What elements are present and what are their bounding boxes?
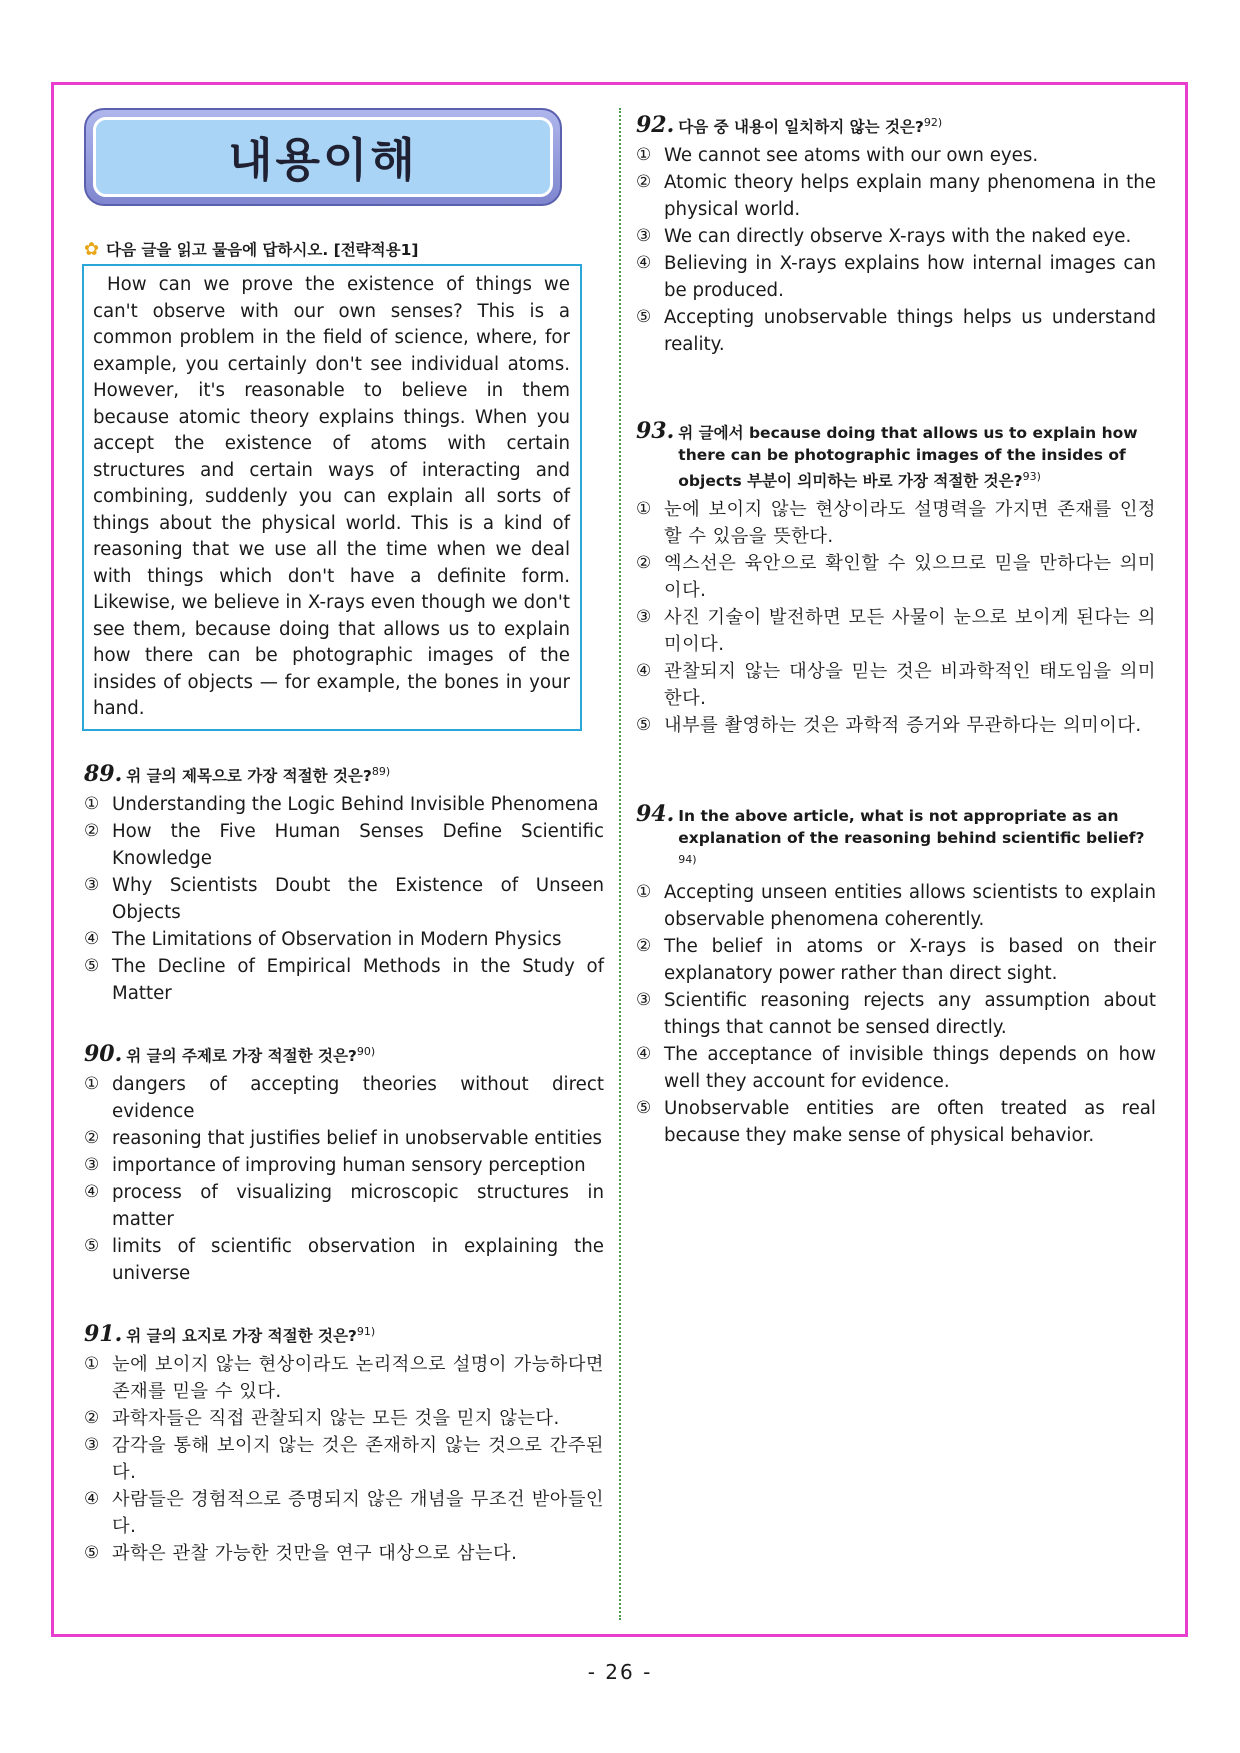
options	[636, 879, 1156, 1149]
instruction-text: 다음 글을 읽고 물음에 답하시오. [전략적용1]	[106, 241, 419, 259]
option-2[interactable]: ② 과학자들은 직접 관찰되지 않는 모든 것을 믿지 않는다.	[84, 1407, 560, 1429]
option-1[interactable]: ① 눈에 보이지 않는 현상이라도 설명력을 가지면 존재를 인정할 수 있음을 뜻한다.	[636, 499, 1156, 548]
option-2[interactable]: ② The belief in atoms or X-rays is based on their explanatory power rather than direct sight.	[636, 936, 1156, 985]
option-1[interactable]: ① Understanding the Logic Behind Invisible Phenomena	[84, 793, 599, 815]
option-2[interactable]: ② reasoning that justifies belief in unobservable entities	[84, 1127, 602, 1149]
option-5[interactable]: ⑤ 과학은 관찰 가능한 것만을 연구 대상으로 삼는다.	[84, 1542, 518, 1564]
option-3[interactable]: ③ 사진 기술이 발전하면 모든 사물이 눈으로 보이게 된다는 의미이다.	[636, 607, 1156, 656]
option-4[interactable]: ④ 사람들은 경험적으로 증명되지 않은 개념을 무조건 받아들인다.	[84, 1488, 604, 1537]
question-number: 90.	[84, 1040, 123, 1067]
question-93	[636, 420, 1156, 739]
option-1[interactable]: ① 눈에 보이지 않는 현상이라도 논리적으로 설명이 가능하다면 존재를 믿을 수 있다.	[84, 1353, 604, 1402]
option-3[interactable]: ③ importance of improving human sensory perception	[84, 1154, 586, 1176]
instruction	[84, 238, 604, 260]
option-5[interactable]: ⑤ Unobservable entities are often treated as real because they make sense of physical behavior.	[636, 1098, 1156, 1147]
question-text: In the above article, what is not appropriate as an explanation of the reasoning behind scientific belief?	[678, 807, 1145, 848]
footnote-ref: 92)	[923, 116, 943, 129]
footnote-ref: 91)	[356, 1324, 376, 1338]
options	[84, 1351, 604, 1567]
question-92	[636, 112, 1156, 358]
options	[84, 791, 604, 1007]
options	[636, 496, 1156, 739]
question-number: 94.	[636, 801, 675, 828]
question-number: 92.	[636, 112, 675, 139]
footnote-ref: 89)	[371, 764, 391, 778]
question-number: 89.	[84, 760, 123, 787]
question-number: 93.	[636, 418, 675, 445]
section-title: 내용이해	[228, 133, 418, 187]
right-column	[636, 112, 1156, 1149]
option-4[interactable]: ④ 관찰되지 않는 대상을 믿는 것은 비과학적인 태도임을 의미한다.	[636, 661, 1156, 710]
option-3[interactable]: ③ Scientific reasoning rejects any assumption about things that cannot be sensed directly.	[636, 990, 1156, 1039]
footnote-ref: 93)	[1022, 470, 1041, 484]
footnote-ref: 90)	[356, 1044, 376, 1058]
option-1[interactable]: ① dangers of accepting theories without direct evidence	[84, 1073, 604, 1122]
option-2[interactable]: ② How the Five Human Senses Define Scientific Knowledge	[84, 820, 604, 869]
option-5[interactable]: ⑤ The Decline of Empirical Methods in the Study of Matter	[84, 955, 604, 1004]
option-1[interactable]: ① We cannot see atoms with our own eyes.	[636, 145, 1039, 167]
option-2[interactable]: ② 엑스선은 육안으로 확인할 수 있으므로 믿을 만하다는 의미이다.	[636, 553, 1156, 602]
options	[84, 1071, 604, 1287]
question-text: 위 글의 주제로 가장 적절한 것은?	[126, 1046, 357, 1065]
question-text: 위 글에서 because doing that allows us to explain how there can be photographic images of the insides of objects 부분이 의미하는 바로 가장 적절한 것은?	[678, 424, 1138, 491]
reading-passage	[82, 264, 582, 731]
section-banner	[84, 108, 562, 206]
option-4[interactable]: ④ The Limitations of Observation in Modern Physics	[84, 928, 562, 950]
option-5[interactable]: ⑤ Accepting unobservable things helps us understand reality.	[636, 307, 1156, 356]
option-5[interactable]: ⑤ limits of scientific observation in explaining the universe	[84, 1235, 604, 1284]
passage-text: How can we prove the existence of things we can't observe with our own senses? This is a common problem in the field of science, where, for example, you certainly don't see individual atoms. However, it's reasonable to believe in them because atomic theory explains things. When you accept the existence of atoms with certain structures and certain ways of interacting and combining, suddenly you can explain all sorts of things about the physical world. This is a kind of reasoning that we use all the time when we deal with things which don't have a definite form. Likewise, we believe in X-rays even though we don't see them, because doing that allows us to explain how there can be photographic images of the insides of objects — for example, the bones in your hand.	[93, 274, 570, 719]
footnote-ref: 94)	[678, 853, 697, 867]
question-89	[84, 761, 604, 1007]
question-91	[84, 1321, 604, 1567]
option-3[interactable]: ③ Why Scientists Doubt the Existence of Unseen Objects	[84, 874, 604, 923]
left-column	[84, 108, 604, 1567]
option-3[interactable]: ③ 감각을 통해 보이지 않는 것은 존재하지 않는 것으로 간주된다.	[84, 1434, 604, 1483]
question-94	[636, 803, 1156, 1149]
page-number: - 26 -	[587, 1660, 653, 1684]
option-4[interactable]: ④ Believing in X-rays explains how internal images can be produced.	[636, 253, 1156, 302]
question-number: 91.	[84, 1320, 123, 1347]
option-1[interactable]: ① Accepting unseen entities allows scientists to explain observable phenomena coherently.	[636, 882, 1156, 931]
option-2[interactable]: ② Atomic theory helps explain many phenomena in the physical world.	[636, 172, 1156, 221]
option-4[interactable]: ④ The acceptance of invisible things depends on how well they account for evidence.	[636, 1044, 1156, 1093]
column-divider	[619, 108, 621, 1620]
question-text: 위 글의 제목으로 가장 적절한 것은?	[126, 766, 372, 785]
question-text: 위 글의 요지로 가장 적절한 것은?	[126, 1326, 357, 1345]
option-3[interactable]: ③ We can directly observe X-rays with the naked eye.	[636, 226, 1132, 248]
options	[636, 142, 1156, 358]
question-90	[84, 1041, 604, 1287]
option-5[interactable]: ⑤ 내부를 촬영하는 것은 과학적 증거와 무관하다는 의미이다.	[636, 715, 1142, 737]
question-text: 다음 중 내용이 일치하지 않는 것은?	[678, 118, 924, 137]
flower-icon: ✿	[84, 238, 100, 260]
option-4[interactable]: ④ process of visualizing microscopic structures in matter	[84, 1181, 604, 1230]
